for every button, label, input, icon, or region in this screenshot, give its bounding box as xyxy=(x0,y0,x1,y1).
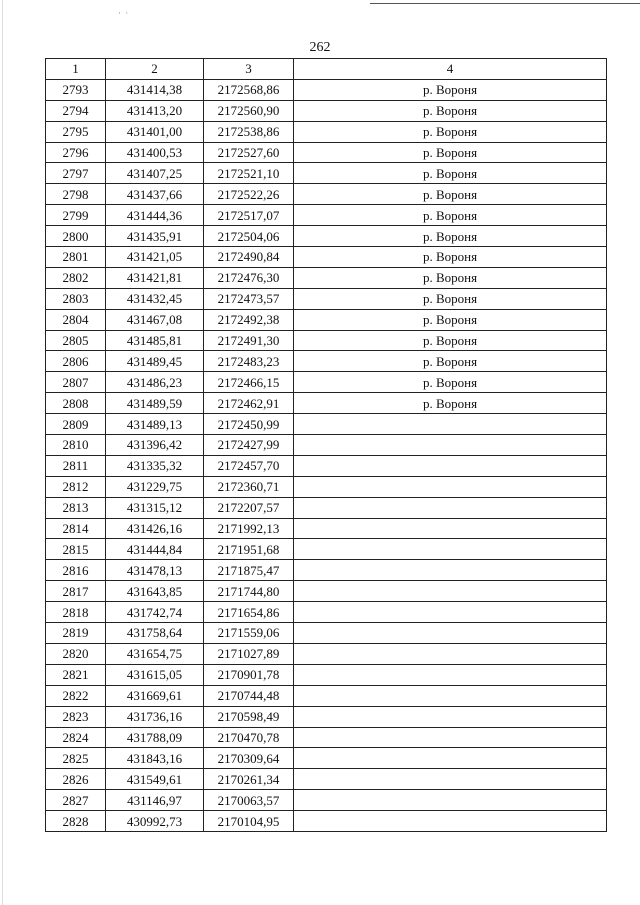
table-row xyxy=(46,664,607,685)
point-number-cell: 2800 xyxy=(46,226,106,247)
x-coordinate-cell: 431467,08 xyxy=(106,309,204,330)
description-cell: р. Вороня xyxy=(294,79,607,100)
point-number-cell: 2796 xyxy=(46,142,106,163)
x-coordinate-cell: 431485,81 xyxy=(106,330,204,351)
description-cell xyxy=(294,497,607,518)
x-coordinate-cell: 431615,05 xyxy=(106,664,204,685)
table-row xyxy=(46,351,607,372)
description-cell xyxy=(294,623,607,644)
description-cell xyxy=(294,476,607,497)
x-coordinate-cell: 431413,20 xyxy=(106,100,204,121)
y-coordinate-cell: 2170309,64 xyxy=(204,748,294,769)
table-row xyxy=(46,539,607,560)
description-cell xyxy=(294,769,607,790)
description-cell: р. Вороня xyxy=(294,393,607,414)
description-cell: р. Вороня xyxy=(294,226,607,247)
table-row xyxy=(46,623,607,644)
x-coordinate-cell: 431444,84 xyxy=(106,539,204,560)
y-coordinate-cell: 2172450,99 xyxy=(204,414,294,435)
page-number: 262 xyxy=(309,40,331,55)
x-coordinate-cell: 431654,75 xyxy=(106,643,204,664)
table-row xyxy=(46,518,607,539)
table-row xyxy=(46,267,607,288)
x-coordinate-cell: 431742,74 xyxy=(106,602,204,623)
point-number-cell: 2821 xyxy=(46,664,106,685)
description-cell: р. Вороня xyxy=(294,351,607,372)
point-number-cell: 2806 xyxy=(46,351,106,372)
description-cell xyxy=(294,643,607,664)
table-row xyxy=(46,100,607,121)
description-cell xyxy=(294,539,607,560)
y-coordinate-cell: 2172538,86 xyxy=(204,121,294,142)
y-coordinate-cell: 2170598,49 xyxy=(204,706,294,727)
x-coordinate-cell: 431758,64 xyxy=(106,623,204,644)
y-coordinate-cell: 2171027,89 xyxy=(204,643,294,664)
y-coordinate-cell: 2172207,57 xyxy=(204,497,294,518)
y-coordinate-cell: 2172427,99 xyxy=(204,435,294,456)
point-number-cell: 2825 xyxy=(46,748,106,769)
point-number-cell: 2826 xyxy=(46,769,106,790)
point-number-cell: 2803 xyxy=(46,288,106,309)
y-coordinate-cell: 2170261,34 xyxy=(204,769,294,790)
x-coordinate-cell: 431432,45 xyxy=(106,288,204,309)
description-cell: р. Вороня xyxy=(294,142,607,163)
y-coordinate-cell: 2171951,68 xyxy=(204,539,294,560)
point-number-cell: 2798 xyxy=(46,184,106,205)
y-coordinate-cell: 2171559,06 xyxy=(204,623,294,644)
table-row xyxy=(46,581,607,602)
scan-top-line xyxy=(370,3,640,4)
description-cell xyxy=(294,414,607,435)
y-coordinate-cell: 2172473,57 xyxy=(204,288,294,309)
coordinates-table xyxy=(45,58,607,832)
table-row xyxy=(46,706,607,727)
y-coordinate-cell: 2172504,06 xyxy=(204,226,294,247)
description-cell xyxy=(294,664,607,685)
point-number-cell: 2809 xyxy=(46,414,106,435)
point-number-cell: 2797 xyxy=(46,163,106,184)
point-number-cell: 2817 xyxy=(46,581,106,602)
y-coordinate-cell: 2172560,90 xyxy=(204,100,294,121)
point-number-cell: 2827 xyxy=(46,790,106,811)
table-row xyxy=(46,435,607,456)
header-col-2: 2 xyxy=(106,59,204,80)
point-number-cell: 2814 xyxy=(46,518,106,539)
header-col-4: 4 xyxy=(294,59,607,80)
x-coordinate-cell: 431401,00 xyxy=(106,121,204,142)
y-coordinate-cell: 2172521,10 xyxy=(204,163,294,184)
point-number-cell: 2794 xyxy=(46,100,106,121)
point-number-cell: 2818 xyxy=(46,602,106,623)
description-cell: р. Вороня xyxy=(294,372,607,393)
x-coordinate-cell: 431489,59 xyxy=(106,393,204,414)
x-coordinate-cell: 431400,53 xyxy=(106,142,204,163)
table-row xyxy=(46,205,607,226)
description-cell: р. Вороня xyxy=(294,184,607,205)
x-coordinate-cell: 431315,12 xyxy=(106,497,204,518)
y-coordinate-cell: 2172462,91 xyxy=(204,393,294,414)
point-number-cell: 2805 xyxy=(46,330,106,351)
description-cell xyxy=(294,685,607,706)
table-row xyxy=(46,643,607,664)
description-cell xyxy=(294,790,607,811)
y-coordinate-cell: 2172457,70 xyxy=(204,455,294,476)
x-coordinate-cell: 431396,42 xyxy=(106,435,204,456)
description-cell: р. Вороня xyxy=(294,247,607,268)
x-coordinate-cell: 431146,97 xyxy=(106,790,204,811)
point-number-cell: 2819 xyxy=(46,623,106,644)
x-coordinate-cell: 431736,16 xyxy=(106,706,204,727)
description-cell: р. Вороня xyxy=(294,288,607,309)
x-coordinate-cell: 431643,85 xyxy=(106,581,204,602)
table-row xyxy=(46,476,607,497)
table-row xyxy=(46,247,607,268)
description-cell xyxy=(294,811,607,832)
x-coordinate-cell: 431486,23 xyxy=(106,372,204,393)
table-row xyxy=(46,727,607,748)
x-coordinate-cell: 431229,75 xyxy=(106,476,204,497)
description-cell xyxy=(294,706,607,727)
description-cell: р. Вороня xyxy=(294,163,607,184)
table-row xyxy=(46,121,607,142)
description-cell xyxy=(294,602,607,623)
scan-speck: · · xyxy=(118,8,130,18)
description-cell: р. Вороня xyxy=(294,309,607,330)
y-coordinate-cell: 2172517,07 xyxy=(204,205,294,226)
x-coordinate-cell: 431444,36 xyxy=(106,205,204,226)
table-row xyxy=(46,288,607,309)
x-coordinate-cell: 431478,13 xyxy=(106,560,204,581)
x-coordinate-cell: 431788,09 xyxy=(106,727,204,748)
y-coordinate-cell: 2172522,26 xyxy=(204,184,294,205)
description-cell: р. Вороня xyxy=(294,330,607,351)
description-cell: р. Вороня xyxy=(294,267,607,288)
description-cell: р. Вороня xyxy=(294,121,607,142)
point-number-cell: 2815 xyxy=(46,539,106,560)
y-coordinate-cell: 2172568,86 xyxy=(204,79,294,100)
description-cell xyxy=(294,727,607,748)
x-coordinate-cell: 431435,91 xyxy=(106,226,204,247)
y-coordinate-cell: 2170470,78 xyxy=(204,727,294,748)
y-coordinate-cell: 2172492,38 xyxy=(204,309,294,330)
header-col-3: 3 xyxy=(204,59,294,80)
y-coordinate-cell: 2170104,95 xyxy=(204,811,294,832)
point-number-cell: 2822 xyxy=(46,685,106,706)
table-row xyxy=(46,748,607,769)
point-number-cell: 2795 xyxy=(46,121,106,142)
y-coordinate-cell: 2171744,80 xyxy=(204,581,294,602)
y-coordinate-cell: 2171992,13 xyxy=(204,518,294,539)
point-number-cell: 2807 xyxy=(46,372,106,393)
header-col-1: 1 xyxy=(46,59,106,80)
description-cell xyxy=(294,581,607,602)
point-number-cell: 2816 xyxy=(46,560,106,581)
point-number-cell: 2808 xyxy=(46,393,106,414)
table-row xyxy=(46,309,607,330)
x-coordinate-cell: 431437,66 xyxy=(106,184,204,205)
x-coordinate-cell: 431843,16 xyxy=(106,748,204,769)
description-cell xyxy=(294,455,607,476)
x-coordinate-cell: 430992,73 xyxy=(106,811,204,832)
x-coordinate-cell: 431489,13 xyxy=(106,414,204,435)
table-row xyxy=(46,602,607,623)
table-row xyxy=(46,184,607,205)
table-row xyxy=(46,330,607,351)
point-number-cell: 2810 xyxy=(46,435,106,456)
x-coordinate-cell: 431335,32 xyxy=(106,455,204,476)
table-header-row xyxy=(46,59,607,80)
x-coordinate-cell: 431489,45 xyxy=(106,351,204,372)
point-number-cell: 2820 xyxy=(46,643,106,664)
table-row xyxy=(46,560,607,581)
point-number-cell: 2812 xyxy=(46,476,106,497)
y-coordinate-cell: 2172527,60 xyxy=(204,142,294,163)
y-coordinate-cell: 2170744,48 xyxy=(204,685,294,706)
y-coordinate-cell: 2172476,30 xyxy=(204,267,294,288)
point-number-cell: 2802 xyxy=(46,267,106,288)
table-row xyxy=(46,455,607,476)
y-coordinate-cell: 2172483,23 xyxy=(204,351,294,372)
scan-edge-line xyxy=(2,0,3,905)
table-row xyxy=(46,393,607,414)
point-number-cell: 2804 xyxy=(46,309,106,330)
y-coordinate-cell: 2170901,78 xyxy=(204,664,294,685)
description-cell xyxy=(294,748,607,769)
description-cell: р. Вороня xyxy=(294,100,607,121)
point-number-cell: 2824 xyxy=(46,727,106,748)
table-row xyxy=(46,226,607,247)
y-coordinate-cell: 2170063,57 xyxy=(204,790,294,811)
point-number-cell: 2823 xyxy=(46,706,106,727)
table-row xyxy=(46,163,607,184)
y-coordinate-cell: 2172466,15 xyxy=(204,372,294,393)
x-coordinate-cell: 431549,61 xyxy=(106,769,204,790)
y-coordinate-cell: 2171875,47 xyxy=(204,560,294,581)
table-row xyxy=(46,414,607,435)
table-row xyxy=(46,685,607,706)
x-coordinate-cell: 431414,38 xyxy=(106,79,204,100)
x-coordinate-cell: 431426,16 xyxy=(106,518,204,539)
table-row xyxy=(46,497,607,518)
table-row xyxy=(46,790,607,811)
y-coordinate-cell: 2172490,84 xyxy=(204,247,294,268)
point-number-cell: 2793 xyxy=(46,79,106,100)
description-cell xyxy=(294,435,607,456)
x-coordinate-cell: 431669,61 xyxy=(106,685,204,706)
point-number-cell: 2811 xyxy=(46,455,106,476)
table-row xyxy=(46,769,607,790)
table-row xyxy=(46,79,607,100)
table-body xyxy=(46,79,607,831)
table-row xyxy=(46,811,607,832)
coordinates-table-wrapper xyxy=(45,58,607,832)
description-cell: р. Вороня xyxy=(294,205,607,226)
y-coordinate-cell: 2171654,86 xyxy=(204,602,294,623)
x-coordinate-cell: 431407,25 xyxy=(106,163,204,184)
point-number-cell: 2799 xyxy=(46,205,106,226)
description-cell xyxy=(294,518,607,539)
point-number-cell: 2813 xyxy=(46,497,106,518)
point-number-cell: 2801 xyxy=(46,247,106,268)
y-coordinate-cell: 2172491,30 xyxy=(204,330,294,351)
x-coordinate-cell: 431421,05 xyxy=(106,247,204,268)
description-cell xyxy=(294,560,607,581)
table-row xyxy=(46,142,607,163)
y-coordinate-cell: 2172360,71 xyxy=(204,476,294,497)
table-row xyxy=(46,372,607,393)
point-number-cell: 2828 xyxy=(46,811,106,832)
x-coordinate-cell: 431421,81 xyxy=(106,267,204,288)
